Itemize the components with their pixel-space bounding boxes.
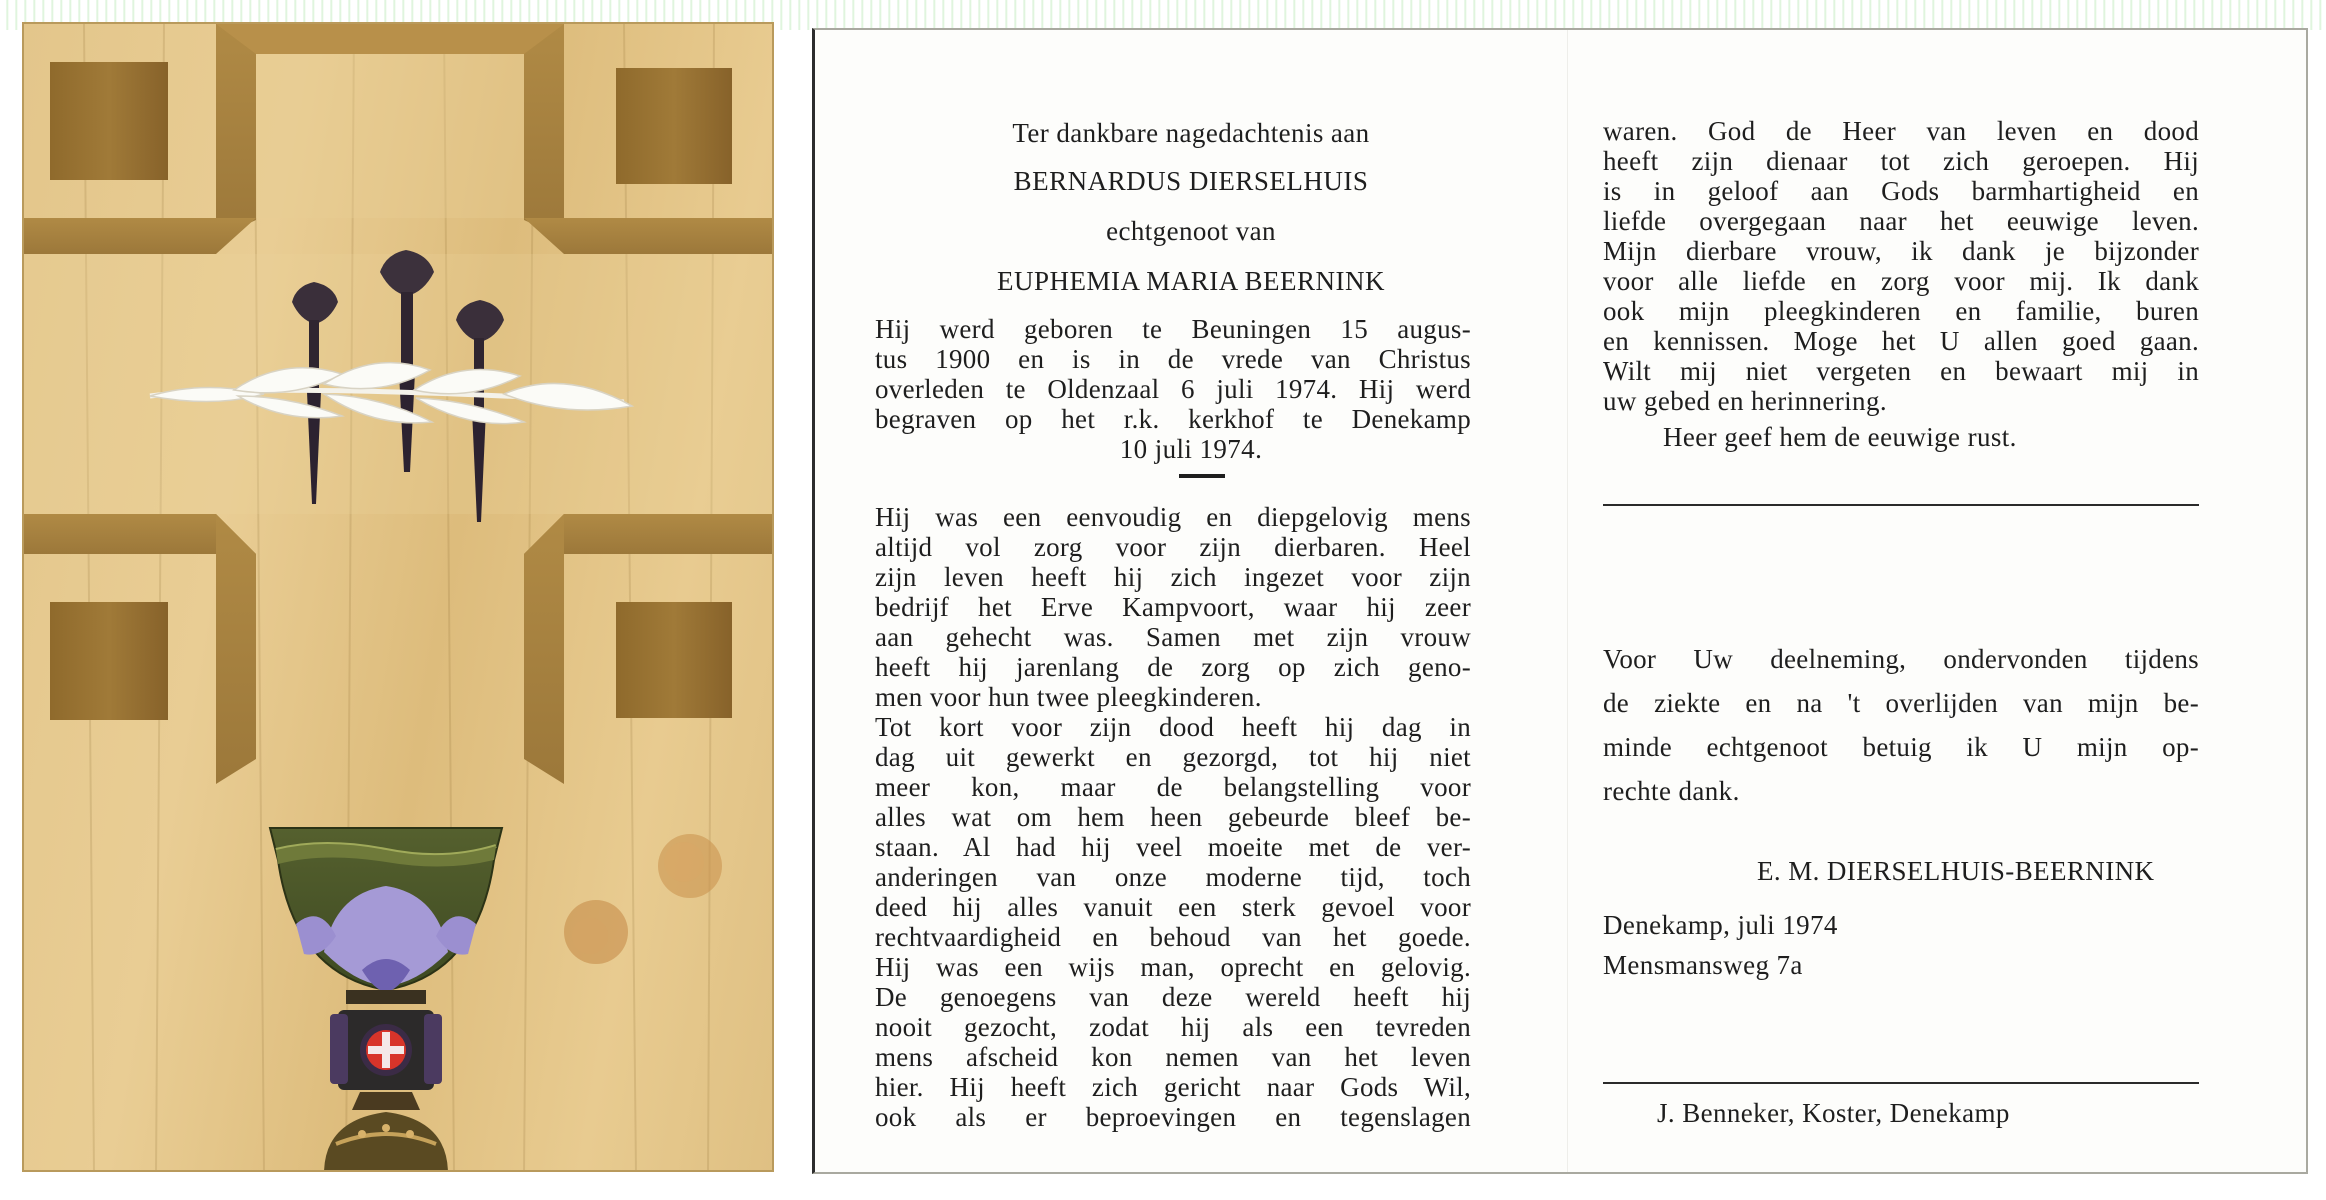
memoir-line: hier. Hij heeft zich gericht naar Gods Wil, xyxy=(875,1072,1471,1102)
memoir-continued-line: Wilt mij niet vergeten en bewaart mij in xyxy=(1603,356,2199,386)
memoir-continued-line: heeft zijn dienaar tot zich geroepen. Hij xyxy=(1603,146,2199,176)
memoir-line: bedrijf het Erve Kampvoort, waar hij zeer xyxy=(875,592,1471,622)
front-picture-card xyxy=(22,22,774,1172)
memoir-continued-line: voor alle liefde en zorg voor mij. Ik dank xyxy=(1603,266,2199,296)
memoir-line: staan. Al had hij veel moeite met de ver- xyxy=(875,832,1471,862)
memorial-text-card xyxy=(812,28,2308,1174)
memoir-line: dag uit gewerkt en gezorgd, tot hij niet xyxy=(875,742,1471,772)
spouse-name: EUPHEMIA MARIA BEERNINK xyxy=(996,266,1385,296)
memoir-continued-line: liefde overgegaan naar het eeuwige leven. xyxy=(1603,206,2199,236)
burial-date: 10 juli 1974. xyxy=(1119,434,1263,464)
memoir-line: rechtvaardigheid en behoud van het goede. xyxy=(875,922,1471,952)
memoir-line: aan gehecht was. Samen met zijn vrouw xyxy=(875,622,1471,652)
bio-line: begraven op het r.k. kerkhof te Denekamp xyxy=(875,404,1471,434)
memoir-line: Tot kort voor zijn dood heeft hij dag in xyxy=(875,712,1471,742)
footer-rule xyxy=(1603,1082,2199,1084)
wood-square-bl xyxy=(50,602,168,720)
memoir-line: nooit gezocht, zodat hij als een tevreden xyxy=(875,1012,1471,1042)
memoir-line: ook als er beproevingen en tegenslagen xyxy=(875,1102,1471,1132)
memoir-line: anderingen van onze moderne tijd, toch xyxy=(875,862,1471,892)
signature: E. M. DIERSELHUIS-BEERNINK xyxy=(1757,856,2155,886)
bio-line: overleden te Oldenzaal 6 juli 1974. Hij werd xyxy=(875,374,1471,404)
memoir-continued-line: ook mijn pleegkinderen en familie, buren xyxy=(1603,296,2199,326)
wood-square-br xyxy=(616,602,732,718)
thanks-line: de ziekte en na 't overlijden van mijn be- xyxy=(1603,688,2199,718)
memoir-line: altijd vol zorg voor zijn dierbaren. Heel xyxy=(875,532,1471,562)
printer-credit: J. Benneker, Koster, Denekamp xyxy=(1657,1098,2010,1128)
memoir-continued-line: Mijn dierbare vrouw, ik dank je bijzonder xyxy=(1603,236,2199,266)
memoir-line: deed hij alles vanuit een sterk gevoel voor xyxy=(875,892,1471,922)
memoir-line: De genoegens van deze wereld heeft hij xyxy=(875,982,1471,1012)
bio-line: Hij werd geboren te Beuningen 15 augus- xyxy=(875,314,1471,344)
memoir-line: zijn leven heeft hij zich ingezet voor zijn xyxy=(875,562,1471,592)
dedication-line: Ter dankbare nagedachtenis aan xyxy=(1012,118,1370,148)
memoir-line: Hij was een wijs man, oprecht en gelovig. xyxy=(875,952,1471,982)
memoir-line: men voor hun twee pleegkinderen. xyxy=(875,682,1262,712)
relation-line: echtgenoot van xyxy=(1106,216,1276,246)
memoir-line: meer kon, maar de belangstelling voor xyxy=(875,772,1471,802)
prayer-line: Heer geef hem de eeuwige rust. xyxy=(1663,422,2017,452)
memoir-line: Hij was een eenvoudig en diepgelovig mens xyxy=(875,502,1471,532)
wood-square-tl xyxy=(50,62,168,180)
thanks-line: Voor Uw deelneming, ondervonden tijdens xyxy=(1603,644,2199,674)
memoir-continued-line: is in geloof aan Gods barmhartigheid en xyxy=(1603,176,2199,206)
memoir-line: heeft hij jarenlang de zorg op zich geno- xyxy=(875,652,1471,682)
chalice-icon xyxy=(270,828,502,1172)
thanks-line: minde echtgenoot betuig ik U mijn op- xyxy=(1603,732,2199,762)
bio-line: tus 1900 en is in de vrede van Christus xyxy=(875,344,1471,374)
section-rule xyxy=(1603,504,2199,506)
memoir-continued-line: uw gebed en herinnering. xyxy=(1603,386,1888,416)
cross-nails-palm-chalice-icon xyxy=(24,24,774,1172)
place-date: Denekamp, juli 1974 xyxy=(1603,910,1838,940)
memoir-continued-line: waren. God de Heer van leven en dood xyxy=(1603,116,2199,146)
deceased-name: BERNARDUS DIERSELHUIS xyxy=(1013,166,1369,196)
wood-square-tr xyxy=(616,68,732,184)
memoir-line: alles wat om hem heen gebeurde bleef be- xyxy=(875,802,1471,832)
memoir-line: mens afscheid kon nemen van het leven xyxy=(875,1042,1471,1072)
separator-dash xyxy=(1179,474,1225,478)
address: Mensmansweg 7a xyxy=(1603,950,1803,980)
card-fold xyxy=(1567,30,1568,1172)
thanks-line: rechte dank. xyxy=(1603,776,1740,806)
memoir-continued-line: en kennissen. Moge het U allen goed gaan. xyxy=(1603,326,2199,356)
